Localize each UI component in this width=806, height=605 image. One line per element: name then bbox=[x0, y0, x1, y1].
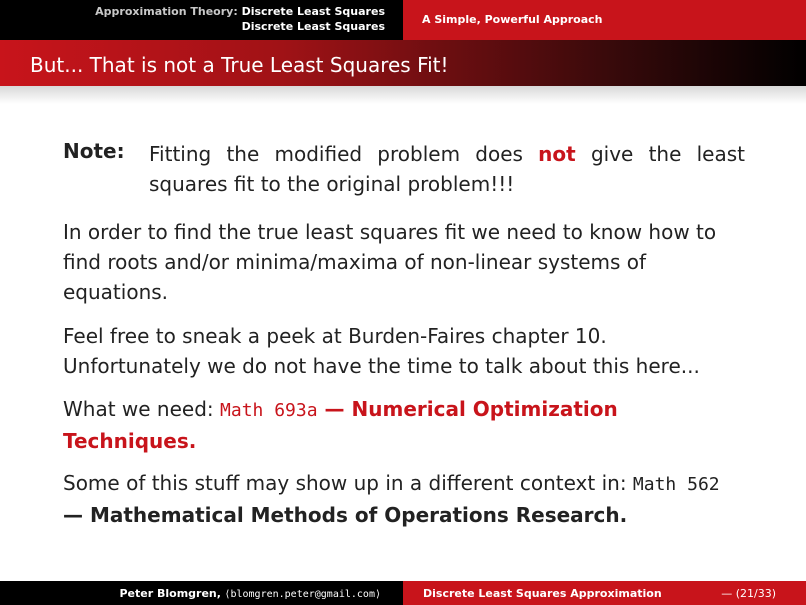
paragraph-what-we-need bbox=[63, 394, 745, 456]
other-context-text: Some of this stuff may show up in a different context in: bbox=[63, 471, 633, 495]
note-text-post: give the least squares fit to the original problem!!! bbox=[149, 142, 745, 196]
course-code-693a: Math 693a bbox=[220, 400, 318, 421]
course-name-operations: Mathematical Methods of Operations Research. bbox=[89, 503, 628, 527]
header-bar bbox=[0, 0, 806, 40]
course-dash-2: — bbox=[63, 503, 90, 527]
header-subsection-nav[interactable] bbox=[403, 0, 806, 40]
current-subsection-title: A Simple, Powerful Approach bbox=[422, 13, 603, 26]
note-text bbox=[149, 139, 745, 199]
footer-bar bbox=[0, 581, 806, 605]
course-dash: — bbox=[317, 397, 352, 421]
footer-presentation-title: Discrete Least Squares Approximation bbox=[423, 587, 662, 600]
frame-title: But... That is not a True Least Squares Fit! bbox=[30, 53, 449, 77]
note-text-pre: Fitting the modified problem does bbox=[149, 142, 539, 166]
footer-email: ⟨blomgren.peter@gmail.com⟩ bbox=[224, 589, 381, 600]
course-name-optimization: Numerical Optimization Techniques. bbox=[63, 397, 618, 453]
footer-author-line bbox=[120, 587, 382, 600]
title-shadow bbox=[0, 86, 806, 104]
footer-author-block bbox=[0, 581, 403, 605]
footer-author: Peter Blomgren, bbox=[119, 587, 221, 600]
current-subsection: Discrete Least Squares bbox=[241, 20, 385, 33]
paragraph-true-fit: In order to find the true least squares fit we need to know how to find roots and/or minima/maxima of non-linear systems of equations. bbox=[63, 220, 717, 304]
what-we-need-label: What we need: bbox=[63, 397, 221, 421]
header-section-line bbox=[95, 5, 385, 18]
footer-title-block bbox=[403, 581, 806, 605]
note-emphasis: not bbox=[538, 142, 576, 166]
header-section-nav[interactable] bbox=[0, 0, 403, 40]
paragraph-other-context bbox=[63, 468, 745, 530]
section-title: Approximation Theory: bbox=[95, 5, 238, 18]
subsection-title: Discrete Least Squares bbox=[241, 5, 385, 18]
note-label: Note: bbox=[63, 139, 125, 163]
paragraph-burden-faires: Feel free to sneak a peek at Burden-Faires chapter 10. Unfortunately we do not have the time to talk about this here... bbox=[63, 324, 700, 378]
footer-page-number: — (21/33) bbox=[721, 587, 776, 600]
course-code-562: Math 562 bbox=[632, 474, 720, 495]
frame-title-bar bbox=[0, 40, 806, 86]
